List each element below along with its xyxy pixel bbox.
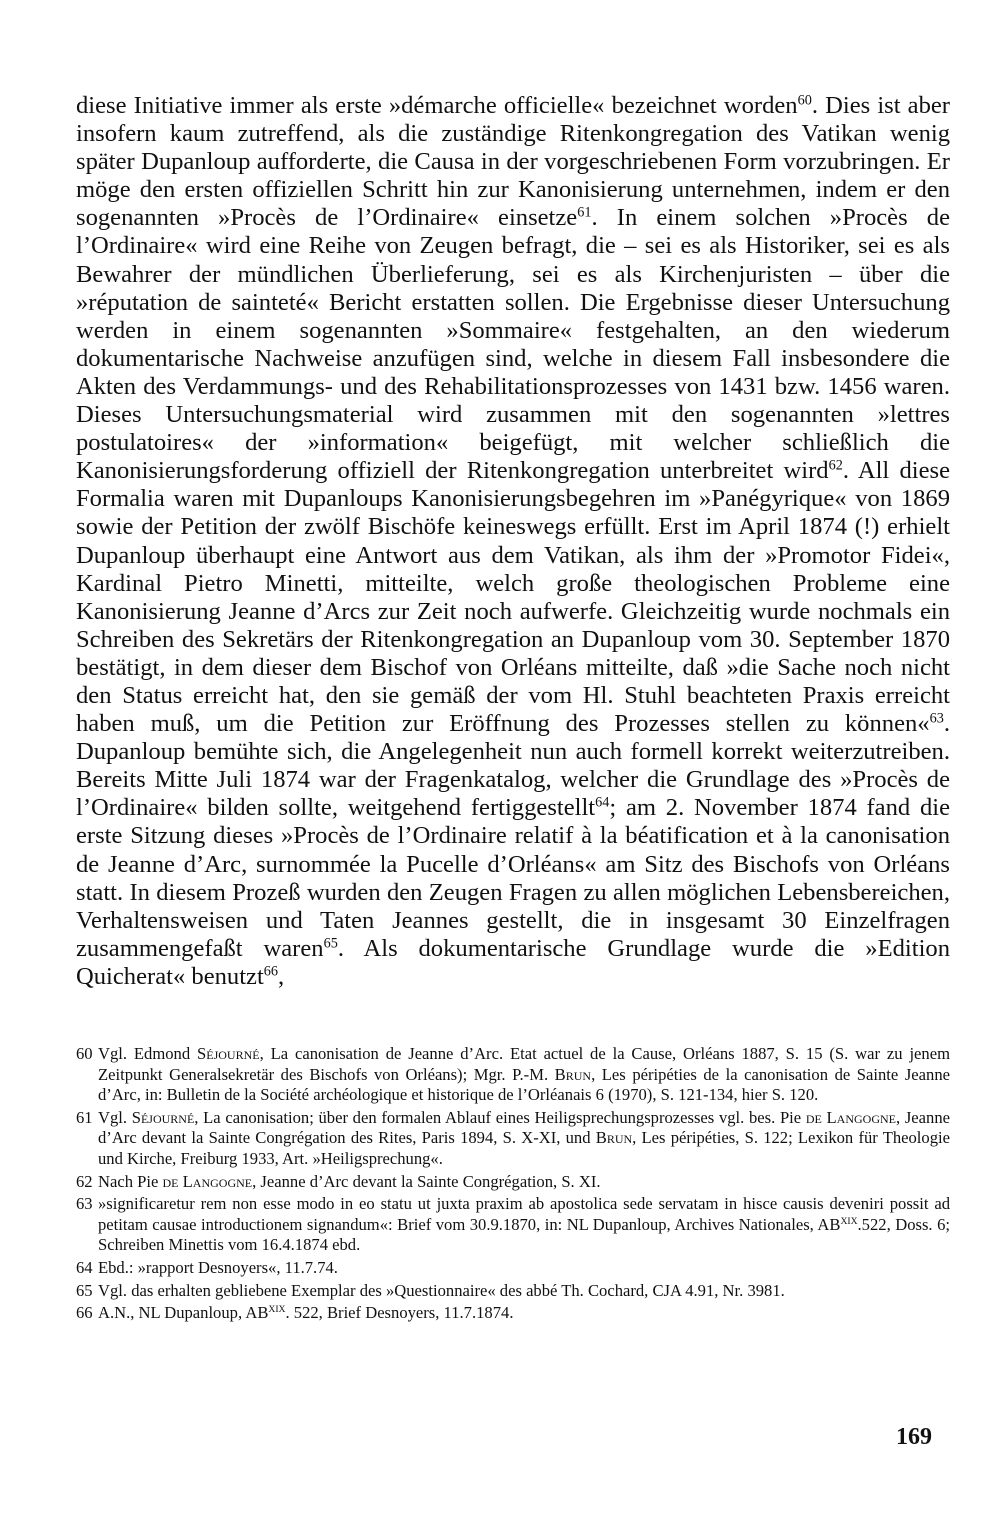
author-name: Brun <box>595 1128 633 1148</box>
footnote-text <box>98 1194 950 1256</box>
footnote-text-segment: Vgl. Edmond <box>98 1044 198 1063</box>
page-number: 169 <box>896 1424 932 1450</box>
footnote-text <box>98 1303 950 1324</box>
body-text-segment: . Dies ist aber insofern kaum zutreffend, als die zuständige Ritenkongregation des Vatikan wenig später Dupanloup aufforderte, die Causa in der vorgeschriebenen Form vorzubringen. Er möge den ersten offiziellen Schritt hin zur Kanonisierung unternehmen, indem er den sogenannten »Procès de l’Ordinaire« einsetze <box>76 92 950 232</box>
footnote-64 <box>76 1258 950 1279</box>
footnote-65 <box>76 1281 950 1302</box>
footnote-ref-63[interactable]: 63 <box>929 710 944 727</box>
footnote-text: Ebd.: »rapport Desnoyers«, 11.7.74. <box>98 1257 338 1277</box>
body-text-segment: , <box>278 962 285 990</box>
body-text-segment: . Als dokumentarische Grundlage wurde die »Edition Quicherat« benutzt <box>76 934 950 990</box>
main-text-block <box>76 92 950 991</box>
footnote-text: Vgl. das erhalten gebliebene Exemplar des »Questionnaire« des abbé Th. Cochard, CJA 4.91, Nr. 3981. <box>98 1280 785 1300</box>
footnotes-section <box>76 1044 950 1326</box>
footnote-text-segment: , Les péripéties, S. 122; Lexikon für Theologie und Kirche, Freiburg 1933, Art. »Heiligsprechung«. <box>98 1128 950 1168</box>
archive-series-superscript: XIX <box>268 1304 286 1316</box>
author-name: Séjourné <box>131 1107 195 1127</box>
footnote-61 <box>76 1108 950 1170</box>
footnote-ref-60[interactable]: 60 <box>797 92 812 109</box>
footnote-number: 61 <box>76 1107 93 1127</box>
footnote-number: 64 <box>76 1257 93 1277</box>
author-name: Séjourné <box>197 1044 260 1063</box>
footnote-text-segment: Vgl. <box>98 1107 132 1127</box>
footnote-number: 65 <box>76 1280 93 1300</box>
footnote-text <box>98 1172 950 1193</box>
footnote-ref-62[interactable]: 62 <box>828 457 843 474</box>
footnote-63 <box>76 1194 950 1256</box>
body-text-segment: . Dupanloup bemühte sich, die Angelegenheit nun auch formell korrekt weiterzutreiben. Bereits Mitte Juli 1874 war der Fragenkatalog, welcher die Grundlage des »Procès de l’Ordinaire« bilden sollte, weitgehend fertiggestellt <box>76 710 950 822</box>
footnote-text-segment: . 522, Brief Desnoyers, 11.7.1874. <box>285 1303 514 1323</box>
footnote-text-segment: »significaretur rem non esse modo in eo statu ut juxta praxim ab apostolica sede servatam in hisce causis deveniri possit ad petitam causae introductionem signandum«: Brief vom 30.9.1870, in: NL Dupanloup, Archives Nationales, AB <box>98 1194 950 1234</box>
footnote-ref-65[interactable]: 65 <box>323 935 338 952</box>
footnote-text-segment: , La canonisation; über den formalen Ablauf eines Heiligsprechungsprozesses vgl. bes. Pie <box>194 1107 806 1127</box>
footnote-ref-61[interactable]: 61 <box>577 204 592 221</box>
body-text-segment: . In einem solchen »Procès de l’Ordinaire« wird eine Reihe von Zeugen befragt, die – sei es als Historiker, sei es als Bewahrer der mündlichen Überlieferung, sei es als Kirchenjuristen – über die »réputation de sainteté« Bericht erstatten sollen. Die Ergebnisse dieser Untersuchung werden in einem sogenannten »Sommaire« festgehalten, an den wiederum dokumentarische Nachweise anzufügen sind, welche in diesem Fall insbesondere die Akten des Verdammungs- und des Rehabilitationsprozesses von 1431 bzw. 1456 waren. Dieses Untersuchungsmaterial wird zusammen mit den sogenannten »lettres postulatoires« der »information« beigefügt, mit welcher schließlich die Kanonisierungsforderung offiziell der Ritenkongregation unterbreitet wird <box>76 204 950 485</box>
body-text-segment: diese Initiative immer als erste »démarche officielle« bezeichnet worden <box>76 92 798 119</box>
footnote-number: 62 <box>76 1171 93 1191</box>
footnote-60 <box>76 1044 950 1106</box>
footnote-66 <box>76 1303 950 1324</box>
footnote-text-segment: , Jeanne d’Arc devant la Sainte Congrégation des Rites, Paris 1894, S. X-XI, und <box>98 1107 951 1148</box>
footnote-text <box>98 1044 950 1106</box>
footnote-text-segment: , La canonisation de Jeanne d’Arc. Etat actuel de la Cause, Orléans 1887, S. 15 (S. war zu jenem Zeitpunkt Generalsekretär des Bischofs von Orléans); Mgr. P.-M. <box>98 1044 950 1084</box>
footnote-text-segment: , Jeanne d’Arc devant la Sainte Congrégation, S. XI. <box>252 1171 601 1191</box>
archive-series-superscript: XIX <box>840 1215 858 1227</box>
footnote-number: 60 <box>76 1044 93 1063</box>
author-name: de Langogne <box>162 1171 253 1191</box>
body-text-segment: ; am 2. November 1874 fand die erste Sitzung dieses »Procès de l’Ordinaire relatif à la béatification et à la canonisation de Jeanne d’Arc, surnommée la Pucelle d’Orléans« am Sitz des Bischofs von Orléans statt. In diesem Prozeß wurden den Zeugen Fragen zu allen möglichen Lebensbereichen, Verhaltensweisen und Taten Jeannes gestellt, die in insgesamt 30 Einzelfragen zusammengefaßt waren <box>76 794 950 962</box>
footnote-text <box>98 1108 950 1170</box>
footnote-number: 63 <box>76 1194 93 1214</box>
footnote-text-segment: , Les péripéties de la canonisation de Sainte Jeanne d’Arc, in: Bulletin de la Société archéologique et historique de l’Orléanais 6 (1970), S. 121-134, hier S. 120. <box>98 1064 950 1105</box>
footnote-ref-64[interactable]: 64 <box>595 794 610 811</box>
footnote-ref-66[interactable]: 66 <box>263 963 279 980</box>
author-name: Brun <box>554 1064 592 1084</box>
footnote-text-segment: .522, Doss. 6; Schreiben Minettis vom 16.4.1874 ebd. <box>98 1214 950 1255</box>
body-text-segment: . All diese Formalia waren mit Dupanloups Kanonisierungsbegehren im »Panégyrique« von 1869 sowie der Petition der zwölf Bischöfe keineswegs erfüllt. Erst im April 1874 (!) erhielt Dupanloup überhaupt eine Antwort aus dem Vatikan, als ihm der »Promotor Fidei«, Kardinal Pietro Minetti, mitteilte, welch große theologischen Probleme eine Kanonisierung Jeanne d’Arcs zur Zeit noch aufwerfe. Gleichzeitig wurde nochmals ein Schreiben des Sekretärs der Ritenkongregation an Dupanloup vom 30. September 1870 bestätigt, in dem dieser dem Bischof von Orléans mitteilte, daß »die Sache noch nicht den Status erreicht hat, den sie gemäß der vom Hl. Stuhl beachteten Praxis erreicht haben muß, um die Petition zur Eröffnung des Prozesses stellen zu können« <box>76 457 950 738</box>
footnote-text-segment: A.N., NL Dupanloup, AB <box>98 1303 269 1323</box>
footnote-62 <box>76 1172 950 1193</box>
footnote-text-segment: Nach Pie <box>98 1171 163 1191</box>
author-name: de Langogne <box>805 1107 897 1127</box>
footnote-number: 66 <box>76 1303 93 1323</box>
